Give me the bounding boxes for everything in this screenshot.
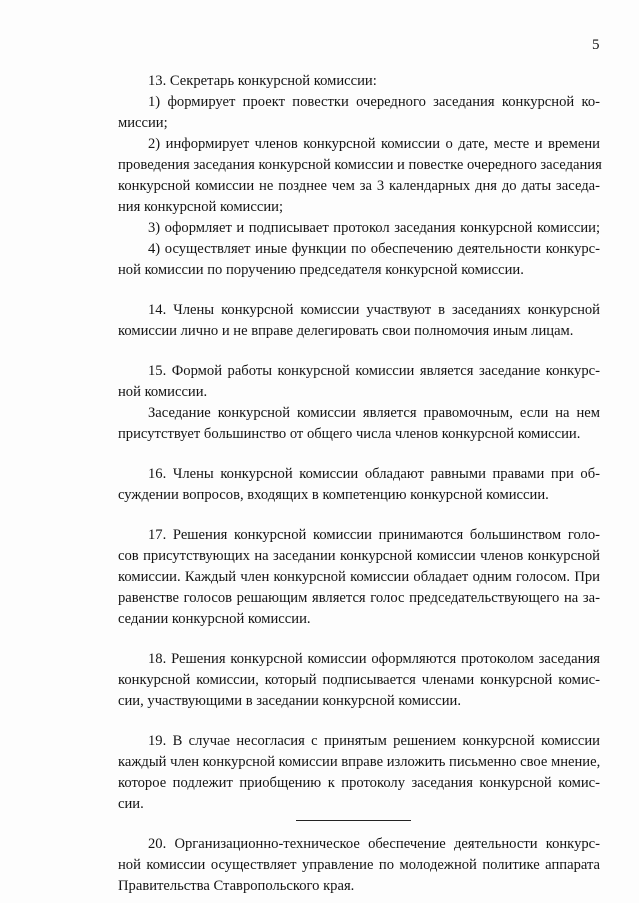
text-line: 15. Формой работы конкурсной комиссии является заседание конкурс- [148, 363, 600, 379]
text-line: суждении вопросов, входящих в компетенцию конкурсной комиссии. [118, 487, 549, 503]
text-line: 2) информирует членов конкурсной комиссии о дате, месте и времени [148, 136, 600, 152]
text-line: седании конкурсной комиссии. [118, 611, 311, 627]
text-line: ной комиссии. [118, 384, 208, 400]
paragraph-13-item-1 [118, 92, 600, 134]
text-line: 4) осуществляет иные функции по обеспечению деятельности конкурс- [148, 241, 600, 257]
text-line: сии. [118, 796, 144, 812]
text-line: 3) оформляет и подписывает протокол заседания конкурсной комиссии; [148, 220, 600, 236]
paragraph-13-heading [118, 71, 600, 92]
text-line: которое подлежит приобщению к протоколу заседания конкурсной комис- [118, 775, 600, 791]
closing-rule [296, 820, 411, 821]
paragraph-14 [118, 300, 600, 342]
paragraph-19 [118, 731, 600, 815]
document-body [118, 71, 600, 897]
paragraph-16 [118, 464, 600, 506]
text-line: 19. В случае несогласия с принятым решением конкурсной комиссии [148, 733, 600, 749]
text-line: 20. Организационно-техническое обеспечение деятельности конкурс- [148, 836, 600, 852]
paragraph-15-quorum [118, 403, 600, 445]
text-line: равенстве голосов решающим является голос председательствующего на за- [118, 590, 600, 606]
text-line: сии, участвующими в заседании конкурсной комиссии. [118, 693, 462, 709]
text-line: комиссии лично и не вправе делегировать свои полномочия иным лицам. [118, 323, 574, 339]
text-line: комиссии. Каждый член конкурсной комиссии обладает одним голосом. При [118, 569, 600, 585]
paragraph-13-item-4 [118, 239, 600, 281]
paragraph-20 [118, 834, 600, 897]
text-line: сов присутствующих на заседании конкурсной комиссии членов конкурсной [118, 548, 600, 564]
text-line: ния конкурсной комиссии; [118, 199, 283, 215]
text-line: каждый член конкурсной комиссии вправе изложить письменно свое мнение, [118, 754, 601, 770]
text-line: присутствует большинство от общего числа членов конкурсной комиссии. [118, 426, 581, 442]
text-line: конкурсной комиссии не позднее чем за 3 календарных дня до даты заседа- [118, 178, 600, 194]
paragraph-13-item-2 [118, 134, 600, 218]
paragraph-18 [118, 649, 600, 712]
text-line: 18. Решения конкурсной комиссии оформляются протоколом заседания [148, 651, 600, 667]
text-line: 14. Члены конкурсной комиссии участвуют в заседаниях конкурсной [148, 302, 600, 318]
text-line: 16. Члены конкурсной комиссии обладают равными правами при об- [148, 466, 600, 482]
text-line: проведения заседания конкурсной комиссии и повестке очередного заседания [118, 157, 602, 173]
paragraph-13-item-3 [118, 218, 600, 239]
page-number: 5 [592, 37, 600, 53]
text-line: 13. Секретарь конкурсной комиссии: [148, 73, 377, 89]
text-line: ной комиссии по поручению председателя конкурсной комиссии. [118, 262, 524, 278]
text-line: 1) формирует проект повестки очередного заседания конкурсной ко- [148, 94, 600, 110]
text-line: Правительства Ставропольского края. [118, 878, 355, 894]
text-line: Заседание конкурсной комиссии является правомочным, если на нем [148, 405, 600, 421]
text-line: миссии; [118, 115, 168, 131]
paragraph-17 [118, 525, 600, 630]
text-line: ной комиссии осуществляет управление по молодежной политике аппарата [118, 857, 600, 873]
text-line: конкурсной комиссии, который подписывается членами конкурсной комис- [118, 672, 600, 688]
paragraph-15 [118, 361, 600, 403]
text-line: 17. Решения конкурсной комиссии принимаются большинством голо- [148, 527, 600, 543]
